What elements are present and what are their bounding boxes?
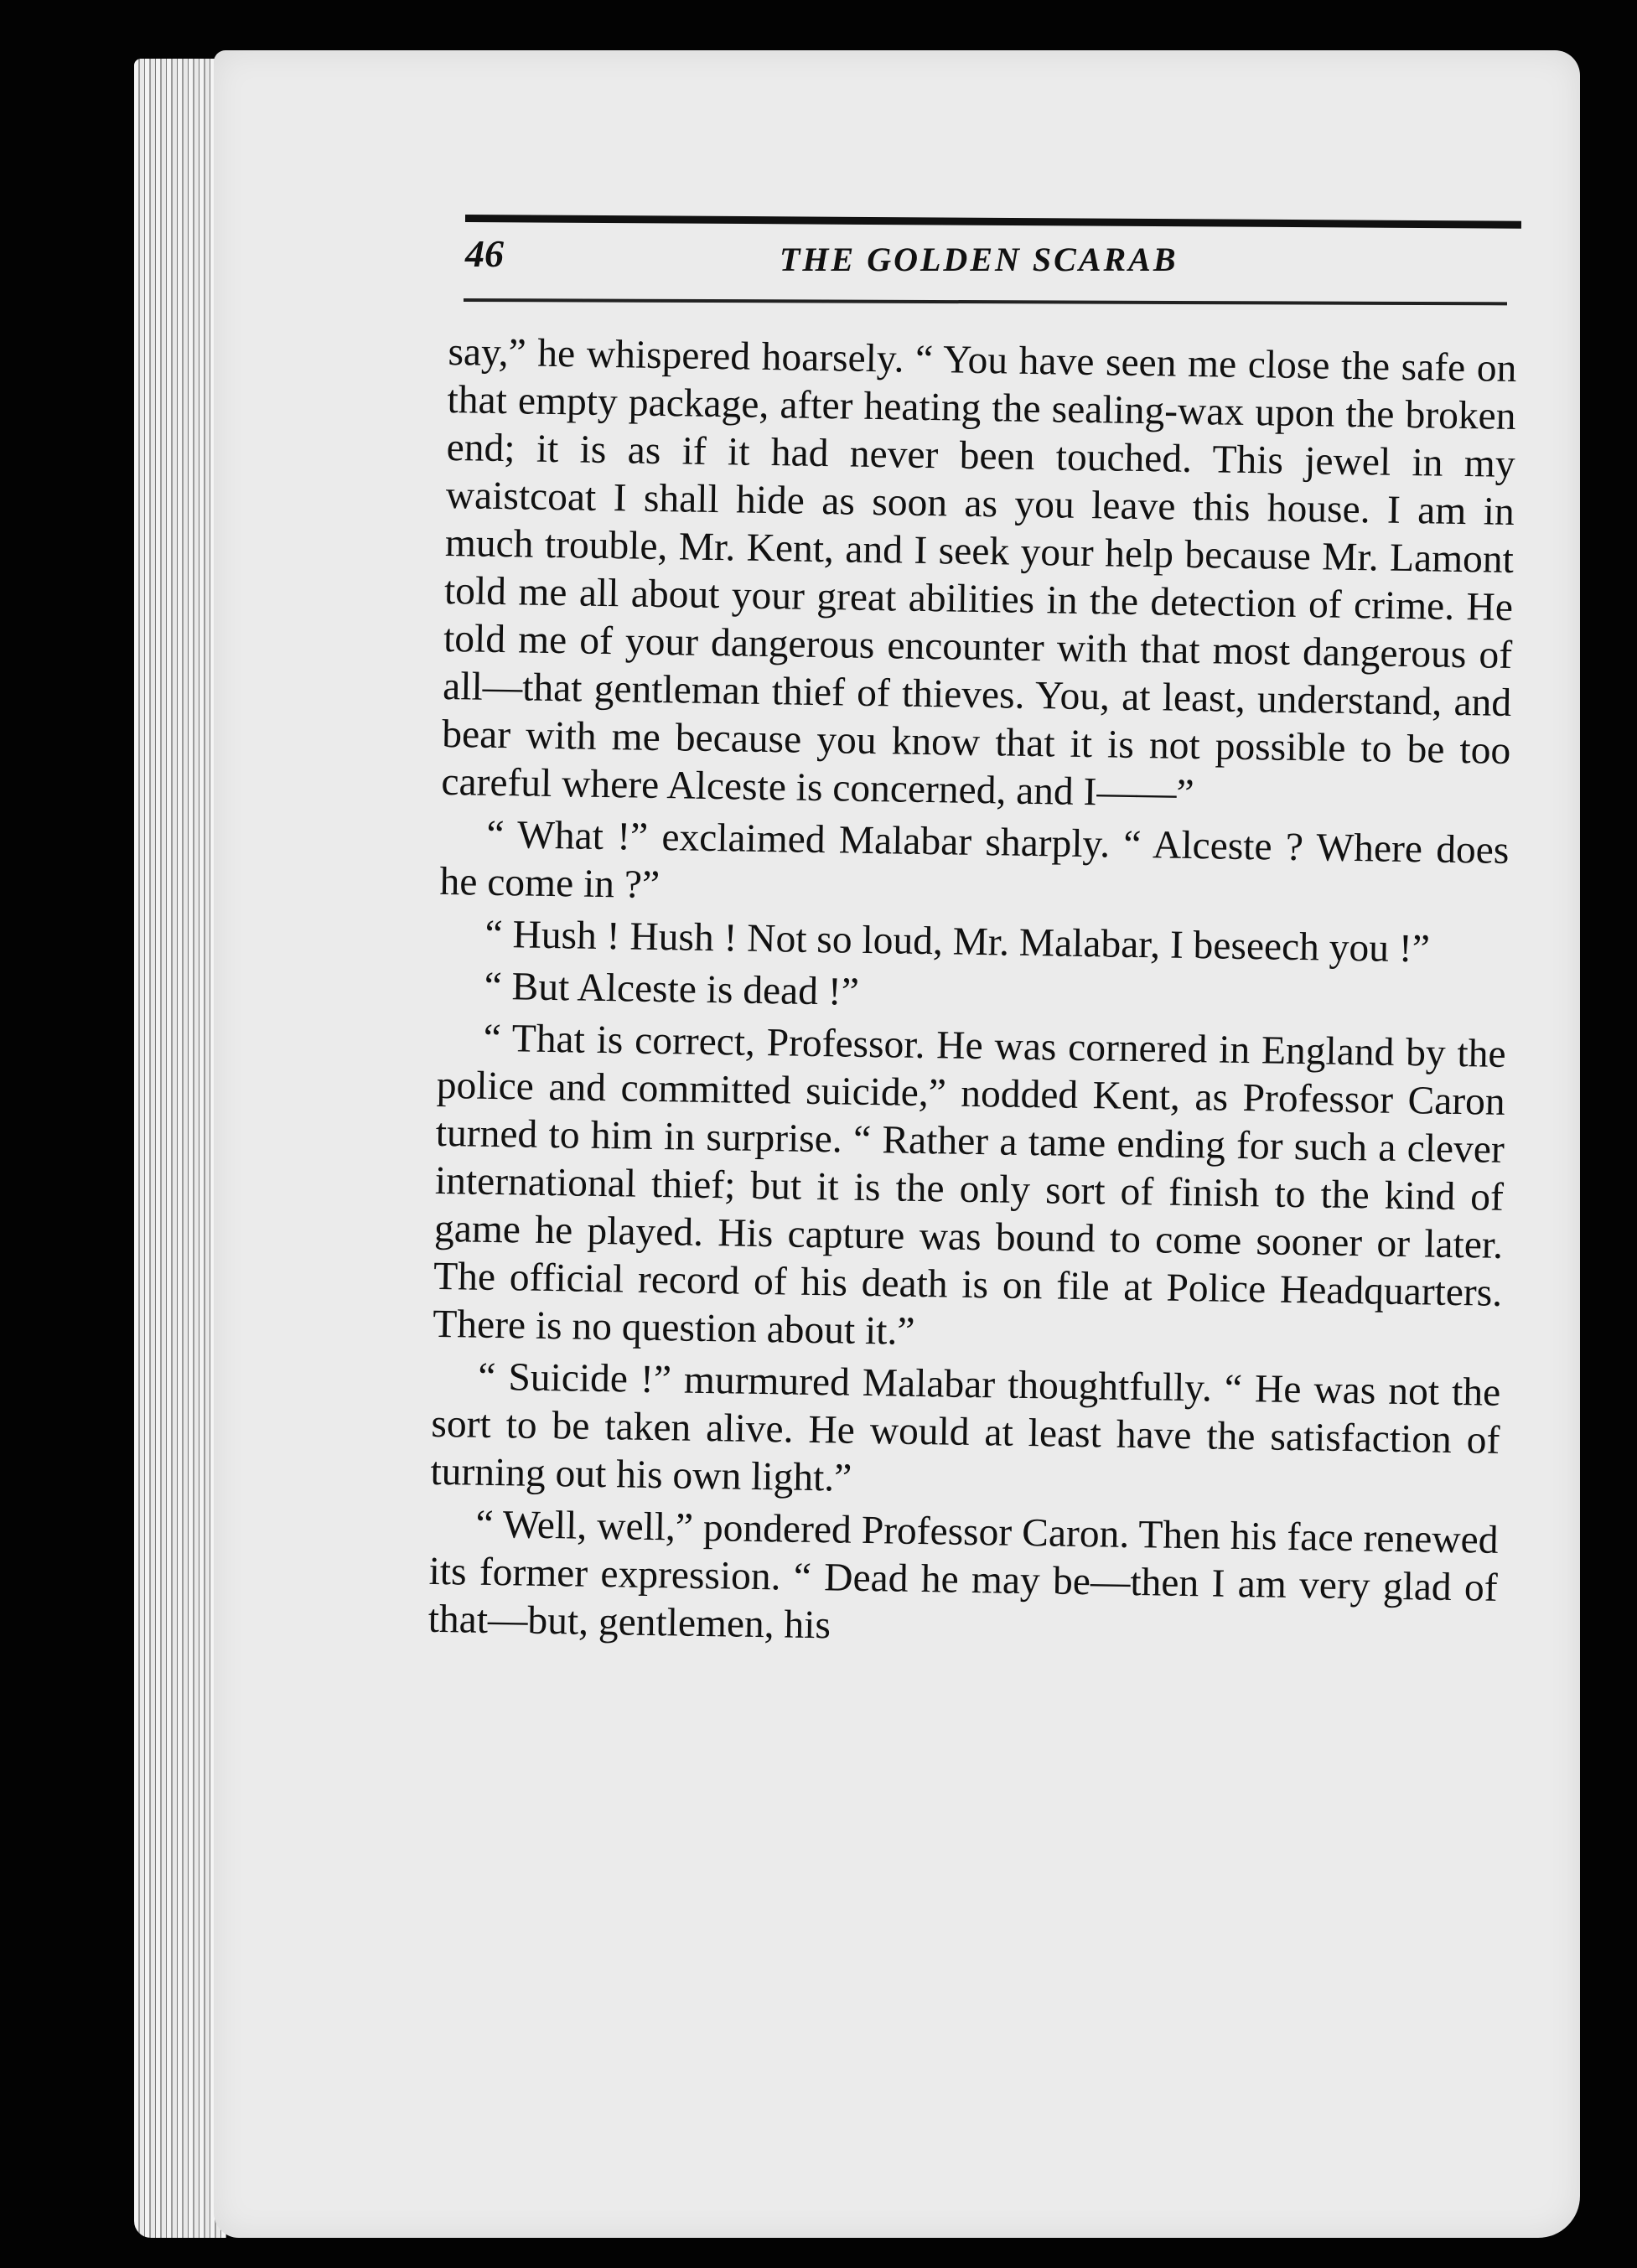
paragraph: say,” he whispered hoarsely. “ You have seen me close the safe on that empty package, after heating the sealing-wax upon the broken end; it is as if it had never been touched. This jewel in my waistcoat I shall hide as soon as you leave this house. I am in much trouble, Mr. Kent, and I seek your help because Mr. Lamont told me all about your great abilities in the detection of crime. He told me of your dangerous encounter with that most dangerous of all—that gentleman thief of thieves. You, at least, understand, and bear with me because you know that it is not possible to be too careful where Alceste is concerned, and I——” — [441, 329, 1517, 816]
paragraph: “ What !” exclaimed Malabar sharply. “ Alceste ? Where does he come in ?” — [439, 812, 1510, 908]
page-number: 46 — [465, 232, 504, 275]
paragraph: “ Suicide !” murmured Malabar thoughtfully. “ He was not the sort to be taken alive. He would at least have the satisfaction of turning out his own light.” — [430, 1354, 1501, 1500]
running-title: THE GOLDEN SCARAB — [780, 241, 1179, 278]
paragraph: “ That is correct, Professor. He was cornered in England by the police and committed suicide,” nodded Kent, as Professor Caron turned to him in surprise. “ Rather a tame ending for such a clever international thief; but it is the only sort of finish to the kind of game he played. His capture was bound to come sooner or later. The official record of his death is on file at Police Headquarters. There is no question about it.” — [432, 1016, 1506, 1354]
paragraph: “ But Alceste is dead !” — [484, 964, 860, 1014]
body-text — [427, 329, 1517, 1665]
paragraph: “ Well, well,” pondered Professor Caron. Then his face renewed its former expression. “ Dead he may be—then I am very glad of that—but, gentlemen, his — [427, 1502, 1499, 1648]
book-page-edges — [134, 59, 226, 2238]
paragraph: “ Hush ! Hush ! Not so loud, Mr. Malabar, I beseech you !” — [484, 912, 1431, 971]
